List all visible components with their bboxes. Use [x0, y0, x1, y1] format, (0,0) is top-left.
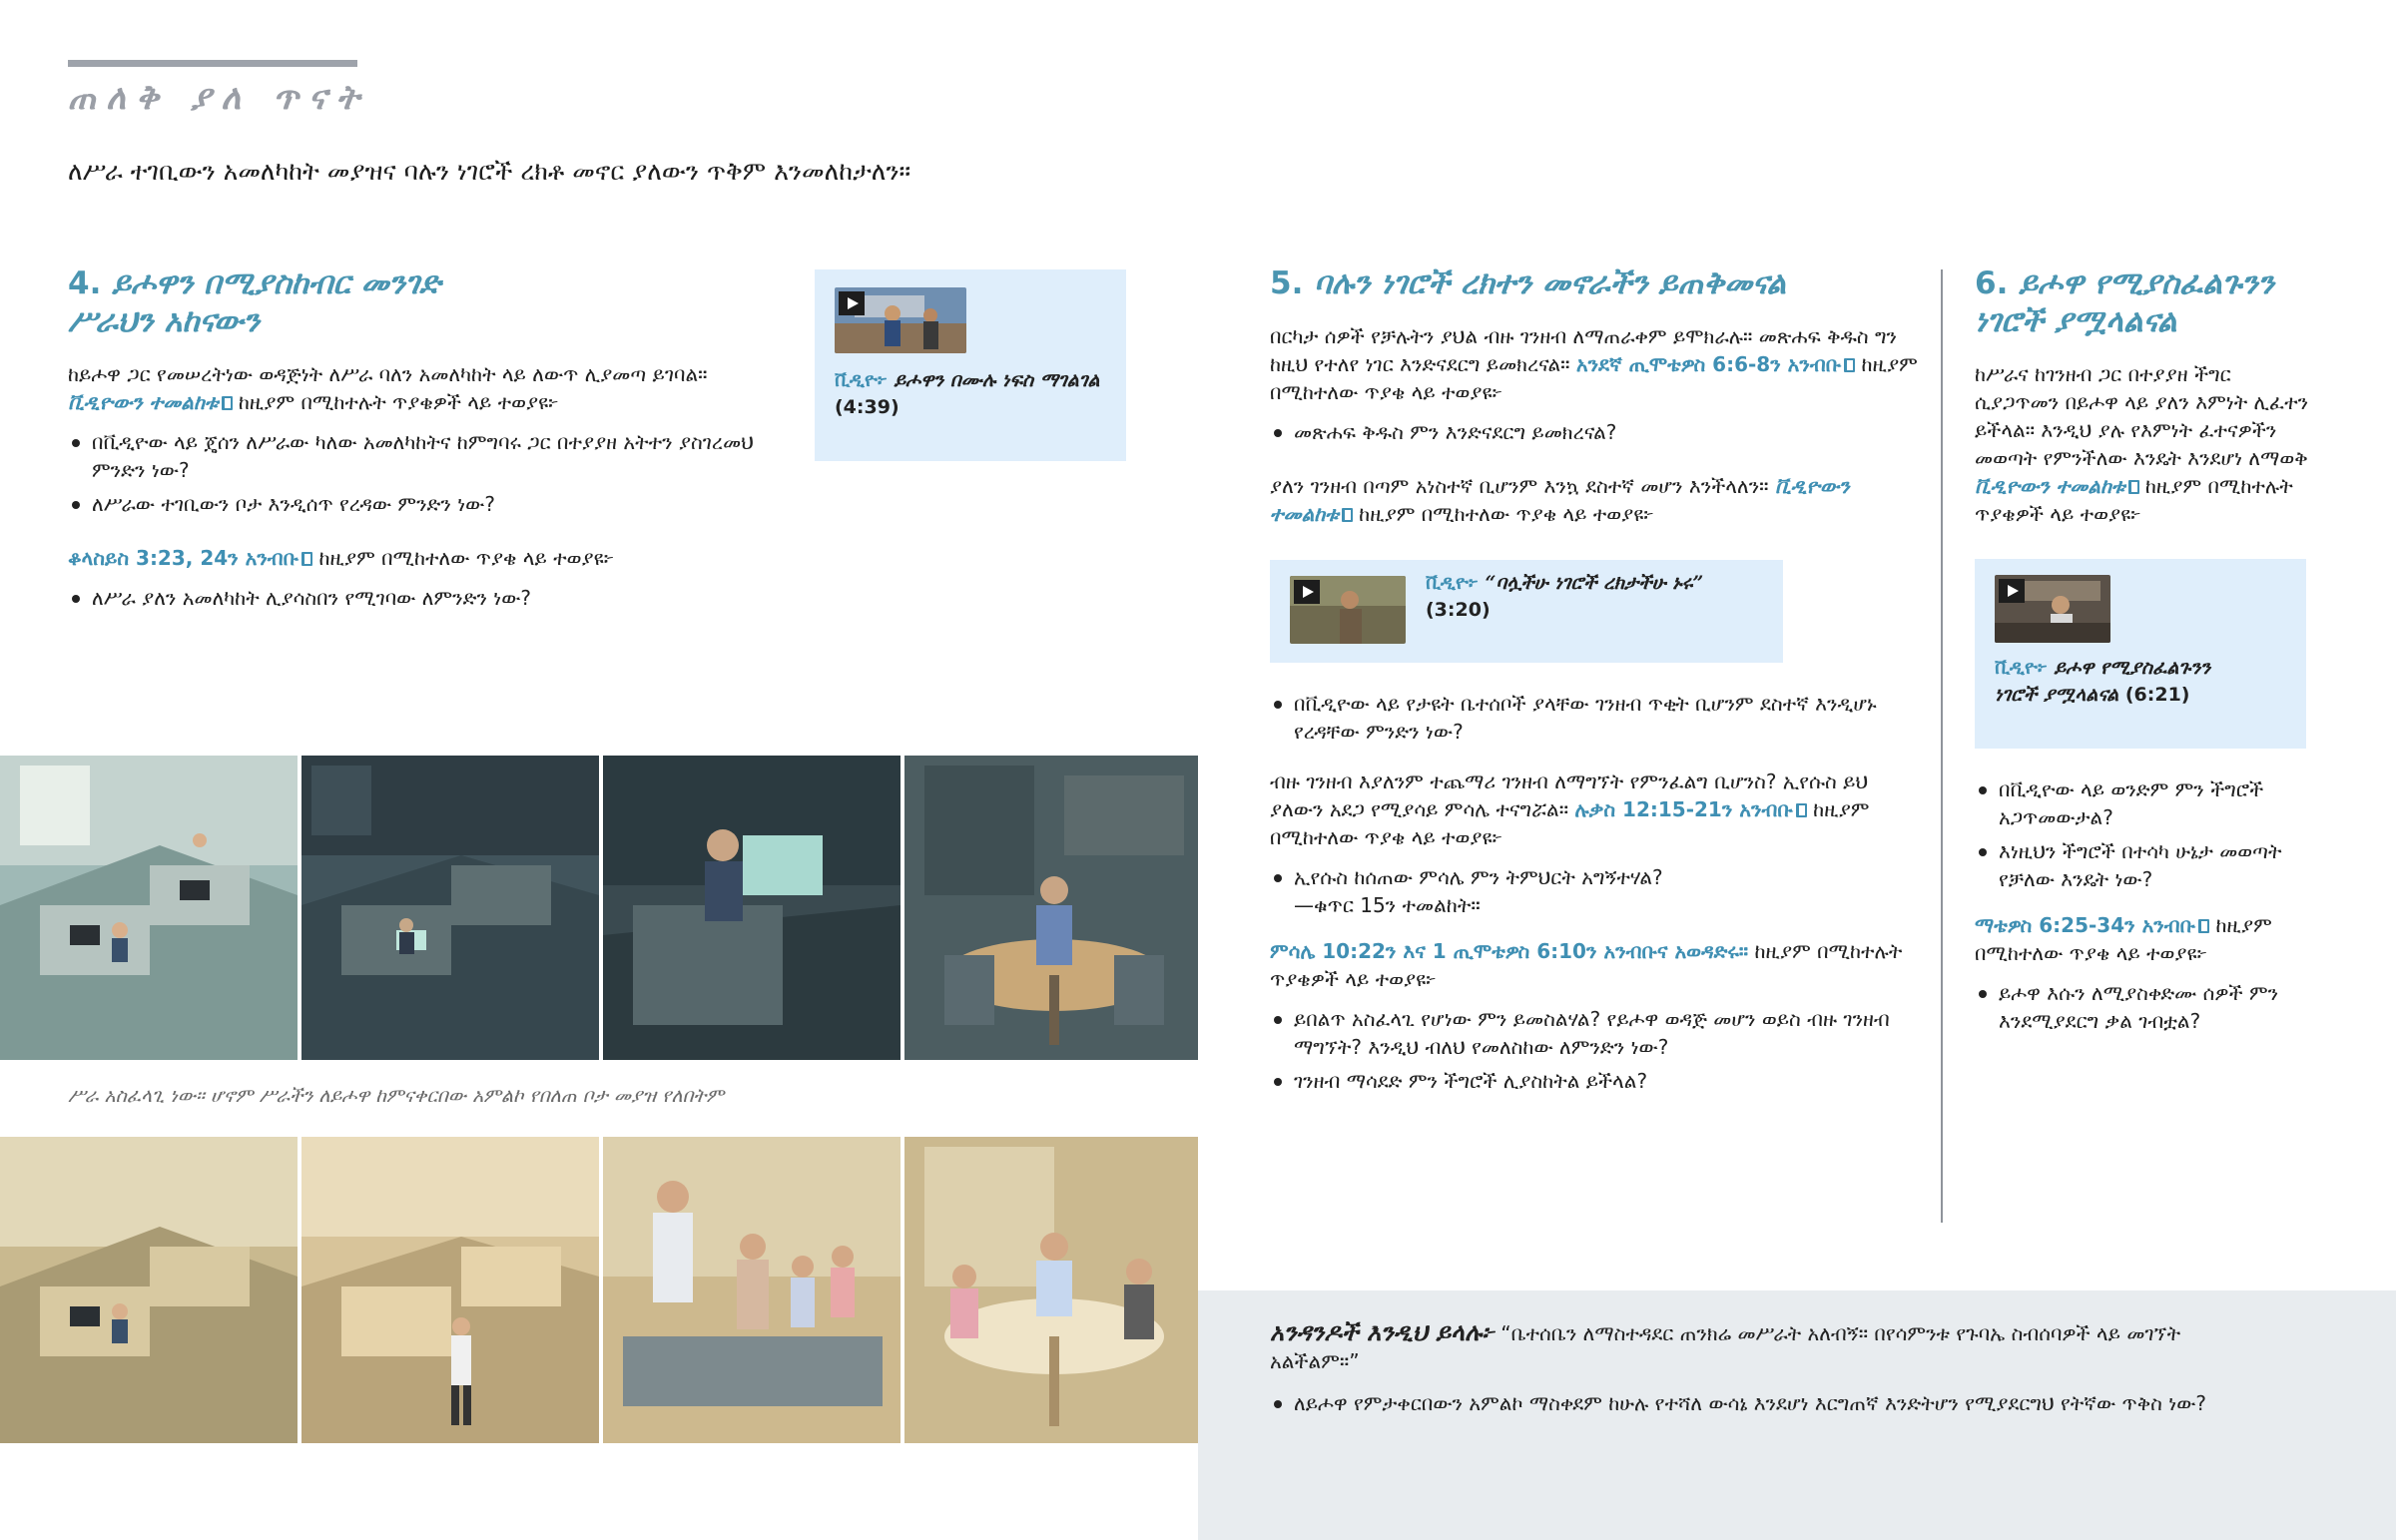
- question-item: መጽሐፍ ቅዱስ ምን እንድናደርግ ይመክረናል?: [1270, 418, 1919, 446]
- scripture-link[interactable]: ሉቃስ 12:15-21ን አንብቡ: [1574, 797, 1793, 821]
- video-thumbnail[interactable]: [1290, 576, 1406, 644]
- section-5-paragraph-1: በርካታ ሰዎች የቻሉትን ያህል ብዙ ገንዘብ ለማጠራቀም ይሞክራሉ። መጽሐፍ ቅዱስ ግን ከዚህ የተለየ ነገር እንድናደርግ ይመክረናል። አንደኛ ጢሞቴዎስ 6:6-8ን አንብቡ ከዚያም በሚከተለው ጥያቄ ላይ ተወያዩ፦: [1270, 324, 1918, 404]
- question-item: ለሥራ ያለን አመለካከት ሊያሳስበን የሚገባው ለምንድን ነው?: [68, 584, 787, 612]
- watch-video-link[interactable]: ቪዲዮውን ተመልከቱ: [68, 390, 219, 414]
- section-6-continued: [1975, 775, 2314, 1041]
- question-item: እነዚህን ችግሮች በተሳካ ሁኔታ መወጣት የቻለው እንዴት ነው?: [1975, 837, 2314, 893]
- play-icon[interactable]: [1294, 580, 1320, 604]
- office-scene-day-1: [0, 1137, 298, 1443]
- question-item: ይበልጥ አስፈላጊ የሆነው ምን ይመስልሃል? የይሖዋ ወዳጅ መሆን ወይስ ብዙ ገንዘብ ማግኘት? እንዲህ ብለህ የመለስከው ለምንድን ነው?: [1270, 1005, 1919, 1061]
- video-icon: [2128, 480, 2139, 494]
- section-6-reference: ማቴዎስ 6:25-34ን አንብቡ ከዚያም በሚከተለው ጥያቄ ላይ ተወያዩ፦: [1975, 913, 2272, 965]
- question-item: ለይሖዋ የምታቀርበውን አምልኮ ማስቀደም ከሁሉ የተሻለ ውሳኔ እንደሆነ እርግጠኛ እንድትሆን የሚያደርግህ የትኛው ጥቅስ ነው?: [1270, 1389, 2268, 1417]
- family-scene: [603, 1137, 900, 1443]
- video-icon: [1342, 508, 1353, 522]
- scripture-link[interactable]: ቆላስይስ 3:23, 24ን አንብቡ: [68, 546, 300, 570]
- play-icon[interactable]: [1999, 579, 2025, 603]
- column-divider: [1941, 269, 1943, 1223]
- scripture-link[interactable]: አንደኛ ጢሞቴዎስ 6:6-8ን አንብቡ: [1575, 352, 1842, 376]
- illustration-caption: ሥራ አስፈላጊ ነው። ሆኖም ሥራችን ለይሖዋ ከምናቀርበው አምልኮ የበለጠ ቦታ መያዝ የለበትም: [68, 1085, 725, 1107]
- section-4: [68, 264, 787, 618]
- bible-icon: [301, 552, 312, 566]
- illustration-row-day: [0, 1137, 1198, 1443]
- illustration-row-night: [0, 756, 1198, 1060]
- watch-video-link[interactable]: ቪዲዮውን ተመልከቱ: [1975, 474, 2125, 498]
- video-box-section-6[interactable]: [1975, 559, 2306, 749]
- video-caption: ቪዲዮ፦ ይሖዋን በሙሉ ነፍስ ማገልገል (4:39): [835, 369, 1100, 418]
- section-6: [1975, 264, 2314, 528]
- bible-icon: [2198, 919, 2209, 933]
- section-5-questions-2: [1270, 690, 1919, 746]
- section-4-questions: [68, 428, 787, 518]
- intro-text: ለሥራ ተገቢውን አመለካከት መያዝና ባሉን ነገሮች ረክቶ መኖር ያለውን ጥቅም እንመለከታለን።: [68, 157, 911, 186]
- question-item: በቪዲዮው ላይ ጄሰን ለሥራው ካለው አመለካከትና ከምግባሩ ጋር በተያያዘ አትተን ያስገረመህ ምንድን ነው?: [68, 428, 787, 484]
- question-item: ይሖዋ እሱን ለሚያስቀድሙ ሰዎች ምን እንደሚያደርግ ቃል ገብቷል?: [1975, 979, 2314, 1035]
- some-say-quote: አንዳንዶች እንዲህ ይላሉ፦ “ቤተሰቤን ለማስተዳደር ጠንክሬ መሥራት አለብኝ። በየሳምንቱ የጉባኤ ስብሰባዎች ላይ መገኘት አልችልም።”: [1270, 1317, 2181, 1373]
- video-thumbnail[interactable]: [835, 287, 966, 353]
- question-item: ኢየሱስ ከሰጠው ምሳሌ ምን ትምህርት አግኝተሃል? —ቁጥር 15ን ተመልከት።: [1270, 863, 1919, 919]
- office-scene-day-2: [301, 1137, 599, 1443]
- section-6-questions-2: [1975, 979, 2314, 1035]
- section-5-questions-3: [1270, 863, 1919, 919]
- question-item: ለሥራው ተገቢውን ቦታ እንዲሰጥ የረዳው ምንድን ነው?: [68, 490, 787, 518]
- home-scene-night: [904, 756, 1198, 1060]
- office-scene-3: [603, 756, 900, 1060]
- some-say-box: [1198, 1290, 2396, 1540]
- office-scene-2: [301, 756, 599, 1060]
- video-caption: ቪዲዮ፦ “ባሏችሁ ነገሮች ረክታችሁ ኑሩ” (3:20): [1426, 572, 1704, 621]
- video-box-section-5[interactable]: [1270, 560, 1783, 663]
- section-5-continued: [1270, 690, 1919, 1101]
- question-item: በቪዲዮው ላይ ወንድም ምን ችግሮች አጋጥመውታል?: [1975, 775, 2314, 831]
- section-5: [1270, 264, 1919, 528]
- scripture-link[interactable]: ማቴዎስ 6:25-34ን አንብቡ: [1975, 913, 2196, 937]
- video-caption: ቪዲዮ፦ ይሖዋ የሚያስፈልጉንን ነገሮች ያሟላልናል (6:21): [1995, 657, 2211, 706]
- section-6-heading: 6. ይሖዋ የሚያስፈልጉንን ነገሮች ያሟላልናል: [1975, 265, 2274, 339]
- header-rule: [68, 60, 357, 67]
- family-meal-scene: [904, 1137, 1198, 1443]
- section-5-paragraph-4: ምሳሌ 10:22ን እና 1 ጢሞቴዎስ 6:10ን አንብቡና አወዳድሩ። ከዚያም በሚከተሉት ጥያቄዎች ላይ ተወያዩ፦: [1270, 939, 1903, 991]
- section-5-heading: 5. ባሉን ነገሮች ረክተን መኖራችን ይጠቅመናል: [1270, 265, 1787, 301]
- section-6-paragraph: ከሥራና ከገንዘብ ጋር በተያያዘ ችግር ሲያጋጥመን በይሖዋ ላይ ያለን እምነት ሊፈተን ይችላል። እንዲህ ያሉ የእምነት ፈተናዎችን መወጣት የምንችለው እንዴት እንደሆነ ለማወቅ ቪዲዮውን ተመልከቱ ከዚያም በሚከተሉት ጥያቄዎች ላይ ተወያዩ፦: [1975, 362, 2309, 526]
- question-item: በቪዲዮው ላይ የታዩት ቤተሰቦች ያላቸው ገንዘብ ጥቂት ቢሆንም ደስተኛ እንዲሆኑ የረዳቸው ምንድን ነው?: [1270, 690, 1919, 746]
- section-5-paragraph-2: ያለን ገንዘብ በጣም አነስተኛ ቢሆንም እንኳ ደስተኛ መሆን እንችላለን። ቪዲዮውን ተመልከቱ ከዚያም በሚከተለው ጥያቄ ላይ ተወያዩ፦: [1270, 474, 1850, 526]
- section-4-questions-2: [68, 584, 787, 612]
- play-icon[interactable]: [839, 291, 865, 315]
- bible-icon: [1796, 803, 1807, 817]
- watch-video-link[interactable]: ቪዲዮውን ተመልከቱ: [1270, 474, 1850, 526]
- question-item: ገንዘብ ማሳደድ ምን ችግሮች ሊያስከትል ይችላል?: [1270, 1067, 1919, 1095]
- office-scene-1: [0, 756, 298, 1060]
- section-5-questions-4: [1270, 1005, 1919, 1095]
- section-5-paragraph-3: ብዙ ገንዘብ እያለንም ተጨማሪ ገንዘብ ለማግኘት የምንፈልግ ቢሆንስ? ኢየሱስ ይህ ያለውን አደጋ የሚያሳይ ምሳሌ ተናግሯል። ሉቃስ 12:15-21ን አንብቡ ከዚያም በሚከተለው ጥያቄ ላይ ተወያዩ፦: [1270, 770, 1870, 849]
- some-say-content: [1270, 1318, 2268, 1423]
- section-4-heading: 4. ይሖዋን በሚያስከብር መንገድ ሥራህን አከናውን: [68, 265, 441, 339]
- some-say-label: አንዳንዶች እንዲህ ይላሉ፦: [1270, 1317, 1495, 1346]
- scripture-link[interactable]: ምሳሌ 10:22ን እና 1 ጢሞቴዎስ 6:10ን አንብቡና አወዳድሩ።: [1270, 939, 1749, 963]
- section-5-questions-1: [1270, 418, 1919, 446]
- section-4-paragraph: ከይሖዋ ጋር የመሠረትነው ወዳጅነት ለሥራ ባለን አመለካከት ላይ ለውጥ ሊያመጣ ይገባል። ቪዲዮውን ተመልከቱ ከዚያም በሚከተሉት ጥያቄዎች ላይ ተወያዩ፦: [68, 362, 708, 414]
- section-6-questions-1: [1975, 775, 2314, 893]
- page-title: ጠለቅ ያለ ጥናት: [68, 78, 370, 118]
- some-say-questions: [1270, 1389, 2268, 1417]
- video-box-section-4[interactable]: [815, 269, 1126, 461]
- video-thumbnail[interactable]: [1995, 575, 2110, 643]
- video-icon: [222, 396, 233, 410]
- section-4-reference: ቆላስይስ 3:23, 24ን አንብቡ ከዚያም በሚከተለው ጥያቄ ላይ ተወያዩ፦: [68, 546, 615, 570]
- bible-icon: [1844, 358, 1855, 372]
